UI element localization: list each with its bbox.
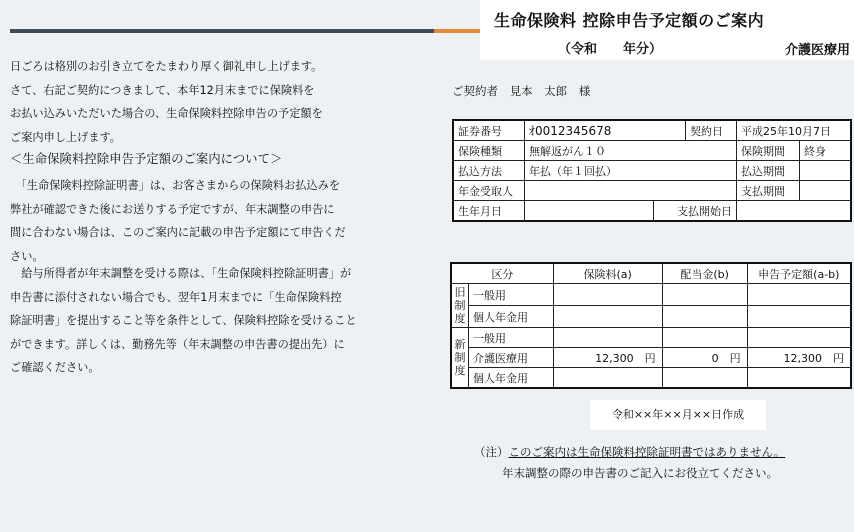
table-row xyxy=(451,306,851,328)
cert-no-value: ｵ0012345678 xyxy=(525,120,686,141)
header-declared: 申告予定額(a-b) xyxy=(747,263,851,284)
contractor-label: ご契約者 xyxy=(452,84,498,98)
text-line: 弊社が確認できた後にお送りする予定ですが、年末調整の申告に xyxy=(10,202,335,216)
cell xyxy=(662,328,747,348)
text-line: 「生命保険料控除証明書」は、お客さまからの保険料お払込みを xyxy=(10,179,341,192)
note-prefix: （注） xyxy=(474,445,509,459)
text-line: ご確認ください。 xyxy=(10,361,100,375)
cell xyxy=(747,306,851,328)
old-system-label: 旧制度 xyxy=(451,284,469,328)
section-heading: ＜生命保険料控除申告予定額のご案内について＞ xyxy=(10,151,283,166)
policy-info-table xyxy=(452,119,852,222)
text-line: お払い込みいただいた場合の、生命保険料控除申告の予定額を xyxy=(10,107,323,121)
kind-value: 無解返がん１０ xyxy=(525,141,737,161)
note-line-2: 年末調整の際の申告書のご記入にお役立てください。 xyxy=(502,466,778,480)
cell xyxy=(553,328,662,348)
contractor-name: 見本 太郎 xyxy=(509,84,568,98)
ins-period-value: 終身 xyxy=(800,141,852,161)
header-dividend: 配当金(b) xyxy=(662,263,747,284)
premium-table xyxy=(450,262,852,389)
row-label: 個人年金用 xyxy=(469,306,554,328)
contract-date-value: 平成25年10月7日 xyxy=(737,120,852,141)
contractor-line xyxy=(452,83,598,99)
cell xyxy=(747,328,851,348)
pension-recipient-label: 年金受取人 xyxy=(453,181,525,201)
text-line: さて、右記ご契約につきまして、本年12月末までに保険料を xyxy=(10,83,315,97)
cell xyxy=(553,284,662,306)
table-row xyxy=(453,161,851,181)
category-label: 介護医療用 xyxy=(784,43,850,58)
pay-start-label: 支払開始日 xyxy=(654,201,737,222)
header-premium: 保険料(a) xyxy=(553,263,662,284)
text-line: 間に合わない場合は、このご案内に記載の申告予定額にて申告くだ xyxy=(10,226,346,240)
text-line: ができます。詳しくは、勤務先等（年末調整の申告書の提出先）に xyxy=(10,337,345,351)
pension-recipient-value xyxy=(525,181,737,201)
row-label: 一般用 xyxy=(469,328,554,348)
ins-period-label: 保険期間 xyxy=(737,141,800,161)
table-row xyxy=(451,284,851,306)
table-row xyxy=(451,328,851,348)
cell xyxy=(662,368,747,389)
table-header-row xyxy=(451,263,851,284)
tax-year: （令和 年分） xyxy=(558,42,663,57)
created-date: 令和××年××月××日作成 xyxy=(590,400,766,430)
note-text-underlined: このご案内は生命保険料控除証明書ではありません。 xyxy=(508,445,786,459)
cell xyxy=(662,306,747,328)
text-line: 日ごろは格別のお引き立てをたまわり厚く御礼申し上げます。 xyxy=(10,60,323,73)
intro-paragraph xyxy=(10,55,323,149)
document-title: 生命保険料 控除申告予定額のご案内 xyxy=(494,11,765,30)
cell xyxy=(553,306,662,328)
table-row xyxy=(453,201,851,222)
birth-date-label: 生年月日 xyxy=(453,201,525,222)
table-row xyxy=(451,348,851,368)
note-line-1 xyxy=(474,444,785,460)
table-row xyxy=(453,141,851,161)
pay-term-value xyxy=(800,181,852,201)
medical-dividend: 0 円 xyxy=(662,348,747,368)
table-row xyxy=(453,181,851,201)
row-label: 一般用 xyxy=(469,284,554,306)
certificate-paragraph xyxy=(10,174,346,268)
table-row xyxy=(451,368,851,389)
cert-no-label: 証券番号 xyxy=(453,120,525,141)
pay-term-label: 支払期間 xyxy=(737,181,800,201)
text-line: ご案内申し上げます。 xyxy=(10,130,121,144)
text-line: 除証明書」を提出すること等を条件として、保険料控除を受けること xyxy=(10,314,357,328)
pay-start-value xyxy=(737,201,852,222)
birth-date-value xyxy=(525,201,654,222)
new-system-label: 新制度 xyxy=(451,328,469,389)
pay-method-value: 年払（年１回払） xyxy=(525,161,737,181)
header-bar-dark xyxy=(10,29,434,33)
pay-period-label: 払込期間 xyxy=(737,161,800,181)
year-end-paragraph xyxy=(10,262,357,380)
row-label: 個人年金用 xyxy=(469,368,554,389)
contract-date-label: 契約日 xyxy=(686,120,737,141)
pay-method-label: 払込方法 xyxy=(453,161,525,181)
row-label: 介護医療用 xyxy=(469,348,554,368)
medical-premium: 12,300 円 xyxy=(553,348,662,368)
medical-declared: 12,300 円 xyxy=(747,348,851,368)
contractor-honorific: 様 xyxy=(578,84,591,98)
cell xyxy=(747,368,851,389)
kind-label: 保険種類 xyxy=(453,141,525,161)
text-line: 給与所得者が年末調整を受ける際は、「生命保険料控除証明書」が xyxy=(10,267,352,280)
pay-period-value xyxy=(800,161,852,181)
cell xyxy=(747,284,851,306)
header-category: 区分 xyxy=(451,263,553,284)
text-line: 申告書に添付されない場合でも、翌年1月末までに「生命保険料控 xyxy=(10,290,342,304)
table-row xyxy=(453,120,851,141)
cell xyxy=(553,368,662,389)
cell xyxy=(662,284,747,306)
text-line: さい。 xyxy=(10,249,44,263)
